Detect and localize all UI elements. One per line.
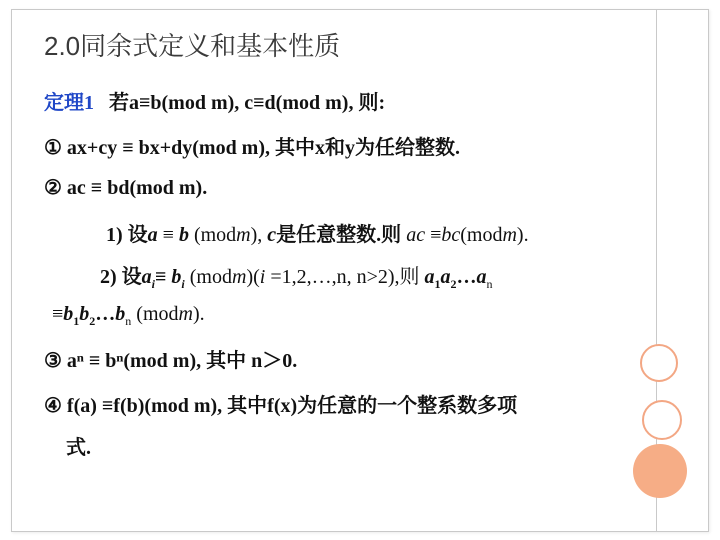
decor-circle-outline-2 [642,400,682,440]
decor-circle-filled [633,444,687,498]
property-3: ③ aⁿ ≡ bⁿ(mod m), 其中 n＞0. [44,350,298,372]
decor-circle-outline-1 [640,344,678,382]
corollary-1: 1) 设a ≡ b (modm), c是任意整数.则 ac ≡bc(modm). [106,224,529,246]
corollary-2-line2: $\equiv b_1b_2\dots b_n$ (modm). [52,303,205,328]
property-1: ① ax+cy ≡ bx+dy(mod m), 其中x和y为任给整数. [44,137,461,159]
property-4: ④ f(a) ≡f(b)(mod m), 其中f(x)为任意的一个整系数多项 [44,395,518,417]
property-2: ② ac ≡ bd(mod m). [44,177,208,199]
theorem-line [44,86,385,115]
slide-title: 2.0同余式定义和基本性质 [44,31,341,61]
property-4-continued: 式. [66,437,91,459]
theorem-statement: 若a≡b(mod m), c≡d(mod m), 则: [109,92,386,114]
theorem-label: 定理1 [44,92,94,114]
corollary-2: 2) 设$a_i\equiv b_i$ (modm)(i =1,2,…,n, n>2),则 $a_1a_2\dots a_n$ [100,266,493,291]
